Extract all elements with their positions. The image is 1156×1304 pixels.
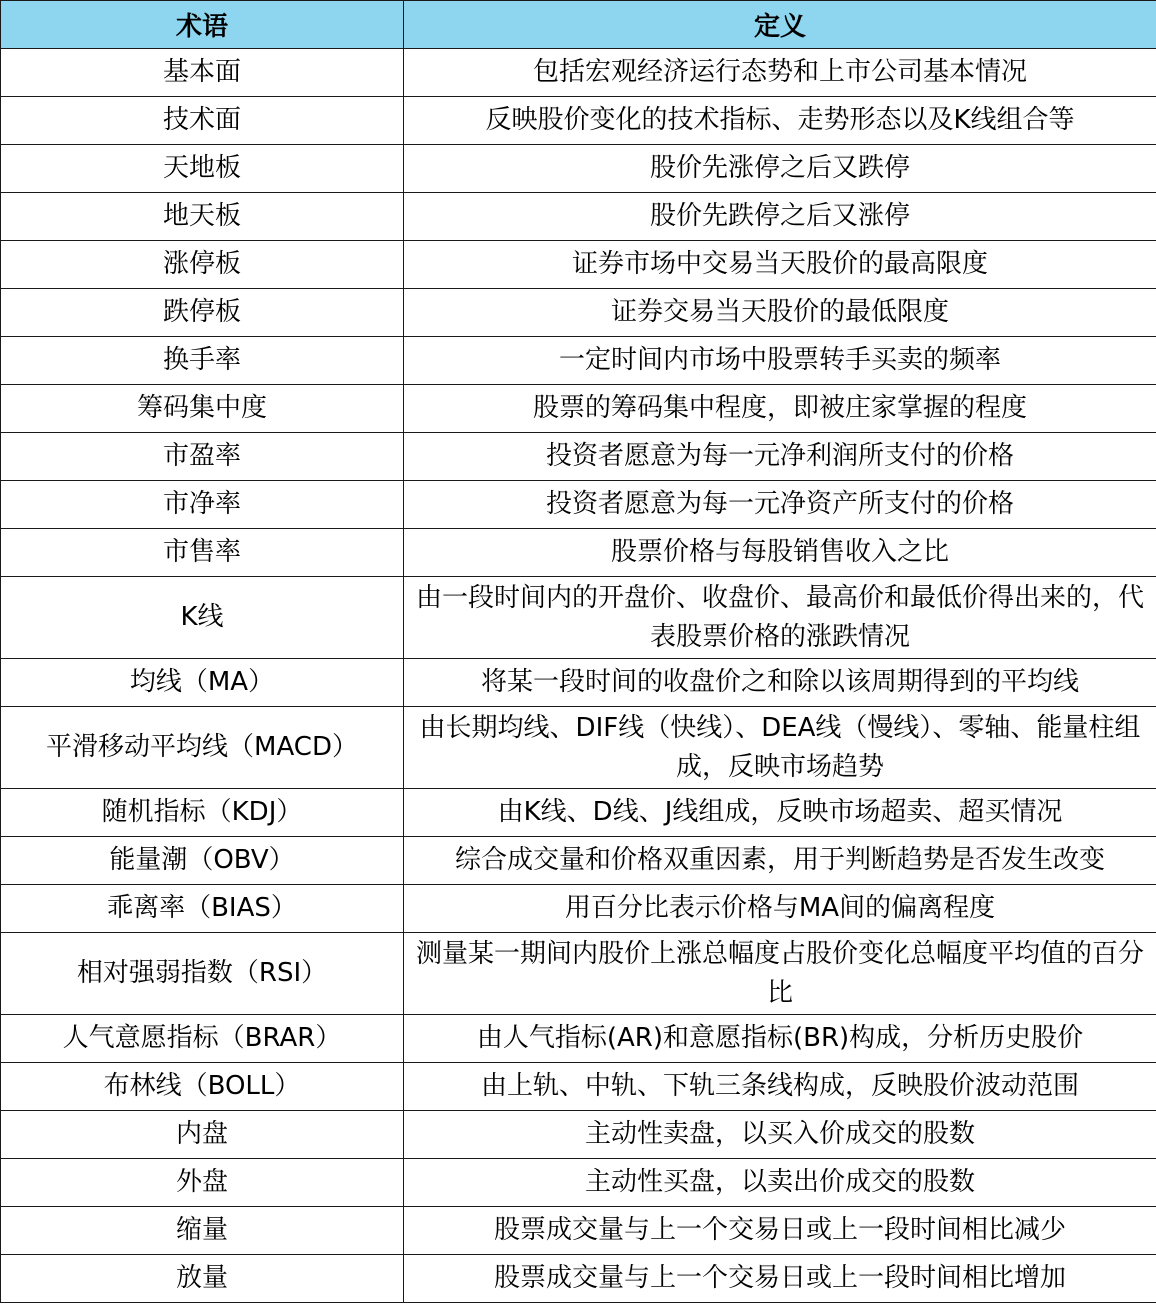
definition-cell: 股票成交量与上一个交易日或上一段时间相比增加 xyxy=(404,1255,1156,1303)
table-row xyxy=(1,789,1156,837)
header-definition: 定义 xyxy=(404,1,1156,49)
table-row xyxy=(1,385,1156,433)
table-row xyxy=(1,1063,1156,1111)
definition-cell: 股票价格与每股销售收入之比 xyxy=(404,529,1156,577)
definition-cell: 测量某一期间内股价上涨总幅度占股价变化总幅度平均值的百分比 xyxy=(404,933,1156,1015)
term-cell: 随机指标（KDJ） xyxy=(1,789,404,837)
definition-cell: 由上轨、中轨、下轨三条线构成，反映股价波动范围 xyxy=(404,1063,1156,1111)
term-cell: 换手率 xyxy=(1,337,404,385)
table-row xyxy=(1,97,1156,145)
term-cell: 缩量 xyxy=(1,1207,404,1255)
term-cell: 市售率 xyxy=(1,529,404,577)
definition-cell: 股票的筹码集中程度，即被庄家掌握的程度 xyxy=(404,385,1156,433)
header-term: 术语 xyxy=(1,1,404,49)
definition-cell: 证券交易当天股价的最低限度 xyxy=(404,289,1156,337)
term-cell: 筹码集中度 xyxy=(1,385,404,433)
term-cell: 地天板 xyxy=(1,193,404,241)
table-row xyxy=(1,289,1156,337)
table-row xyxy=(1,885,1156,933)
definition-cell: 投资者愿意为每一元净资产所支付的价格 xyxy=(404,481,1156,529)
term-cell: 基本面 xyxy=(1,49,404,97)
table-row xyxy=(1,933,1156,1015)
term-cell: 放量 xyxy=(1,1255,404,1303)
table-row xyxy=(1,1159,1156,1207)
term-cell: 人气意愿指标（BRAR） xyxy=(1,1015,404,1063)
table-row xyxy=(1,337,1156,385)
definition-cell: 投资者愿意为每一元净利润所支付的价格 xyxy=(404,433,1156,481)
table-row xyxy=(1,481,1156,529)
definition-cell: 包括宏观经济运行态势和上市公司基本情况 xyxy=(404,49,1156,97)
term-cell: 外盘 xyxy=(1,1159,404,1207)
definition-cell: 由K线、D线、J线组成，反映市场超卖、超买情况 xyxy=(404,789,1156,837)
definition-cell: 由长期均线、DIF线（快线）、DEA线（慢线）、零轴、能量柱组成，反映市场趋势 xyxy=(404,707,1156,789)
table-row xyxy=(1,1207,1156,1255)
term-cell: 平滑移动平均线（MACD） xyxy=(1,707,404,789)
table-row xyxy=(1,707,1156,789)
term-cell: 涨停板 xyxy=(1,241,404,289)
term-cell: 跌停板 xyxy=(1,289,404,337)
term-cell: 内盘 xyxy=(1,1111,404,1159)
table-row xyxy=(1,1015,1156,1063)
table-row xyxy=(1,837,1156,885)
definition-cell: 主动性卖盘，以买入价成交的股数 xyxy=(404,1111,1156,1159)
definition-cell: 用百分比表示价格与MA间的偏离程度 xyxy=(404,885,1156,933)
term-cell: 市净率 xyxy=(1,481,404,529)
table-row xyxy=(1,1255,1156,1303)
table-row xyxy=(1,433,1156,481)
definition-cell: 由人气指标(AR)和意愿指标(BR)构成，分析历史股价 xyxy=(404,1015,1156,1063)
table-row xyxy=(1,1111,1156,1159)
table-row xyxy=(1,49,1156,97)
term-cell: 相对强弱指数（RSI） xyxy=(1,933,404,1015)
term-cell: 技术面 xyxy=(1,97,404,145)
table-row xyxy=(1,193,1156,241)
definition-cell: 主动性买盘，以卖出价成交的股数 xyxy=(404,1159,1156,1207)
table-row xyxy=(1,577,1156,659)
definition-cell: 股价先跌停之后又涨停 xyxy=(404,193,1156,241)
table-row xyxy=(1,659,1156,707)
term-cell: K线 xyxy=(1,577,404,659)
table-header-row xyxy=(1,1,1156,49)
table-row xyxy=(1,529,1156,577)
term-cell: 乖离率（BIAS） xyxy=(1,885,404,933)
table-row xyxy=(1,241,1156,289)
definition-cell: 反映股价变化的技术指标、走势形态以及K线组合等 xyxy=(404,97,1156,145)
definition-cell: 由一段时间内的开盘价、收盘价、最高价和最低价得出来的，代表股票价格的涨跌情况 xyxy=(404,577,1156,659)
definition-cell: 综合成交量和价格双重因素，用于判断趋势是否发生改变 xyxy=(404,837,1156,885)
definition-cell: 股票成交量与上一个交易日或上一段时间相比减少 xyxy=(404,1207,1156,1255)
definition-cell: 一定时间内市场中股票转手买卖的频率 xyxy=(404,337,1156,385)
table-row xyxy=(1,145,1156,193)
definition-cell: 将某一段时间的收盘价之和除以该周期得到的平均线 xyxy=(404,659,1156,707)
term-cell: 能量潮（OBV） xyxy=(1,837,404,885)
term-cell: 均线（MA） xyxy=(1,659,404,707)
definition-cell: 股价先涨停之后又跌停 xyxy=(404,145,1156,193)
term-cell: 市盈率 xyxy=(1,433,404,481)
term-cell: 布林线（BOLL） xyxy=(1,1063,404,1111)
term-cell: 天地板 xyxy=(1,145,404,193)
definition-cell: 证券市场中交易当天股价的最高限度 xyxy=(404,241,1156,289)
